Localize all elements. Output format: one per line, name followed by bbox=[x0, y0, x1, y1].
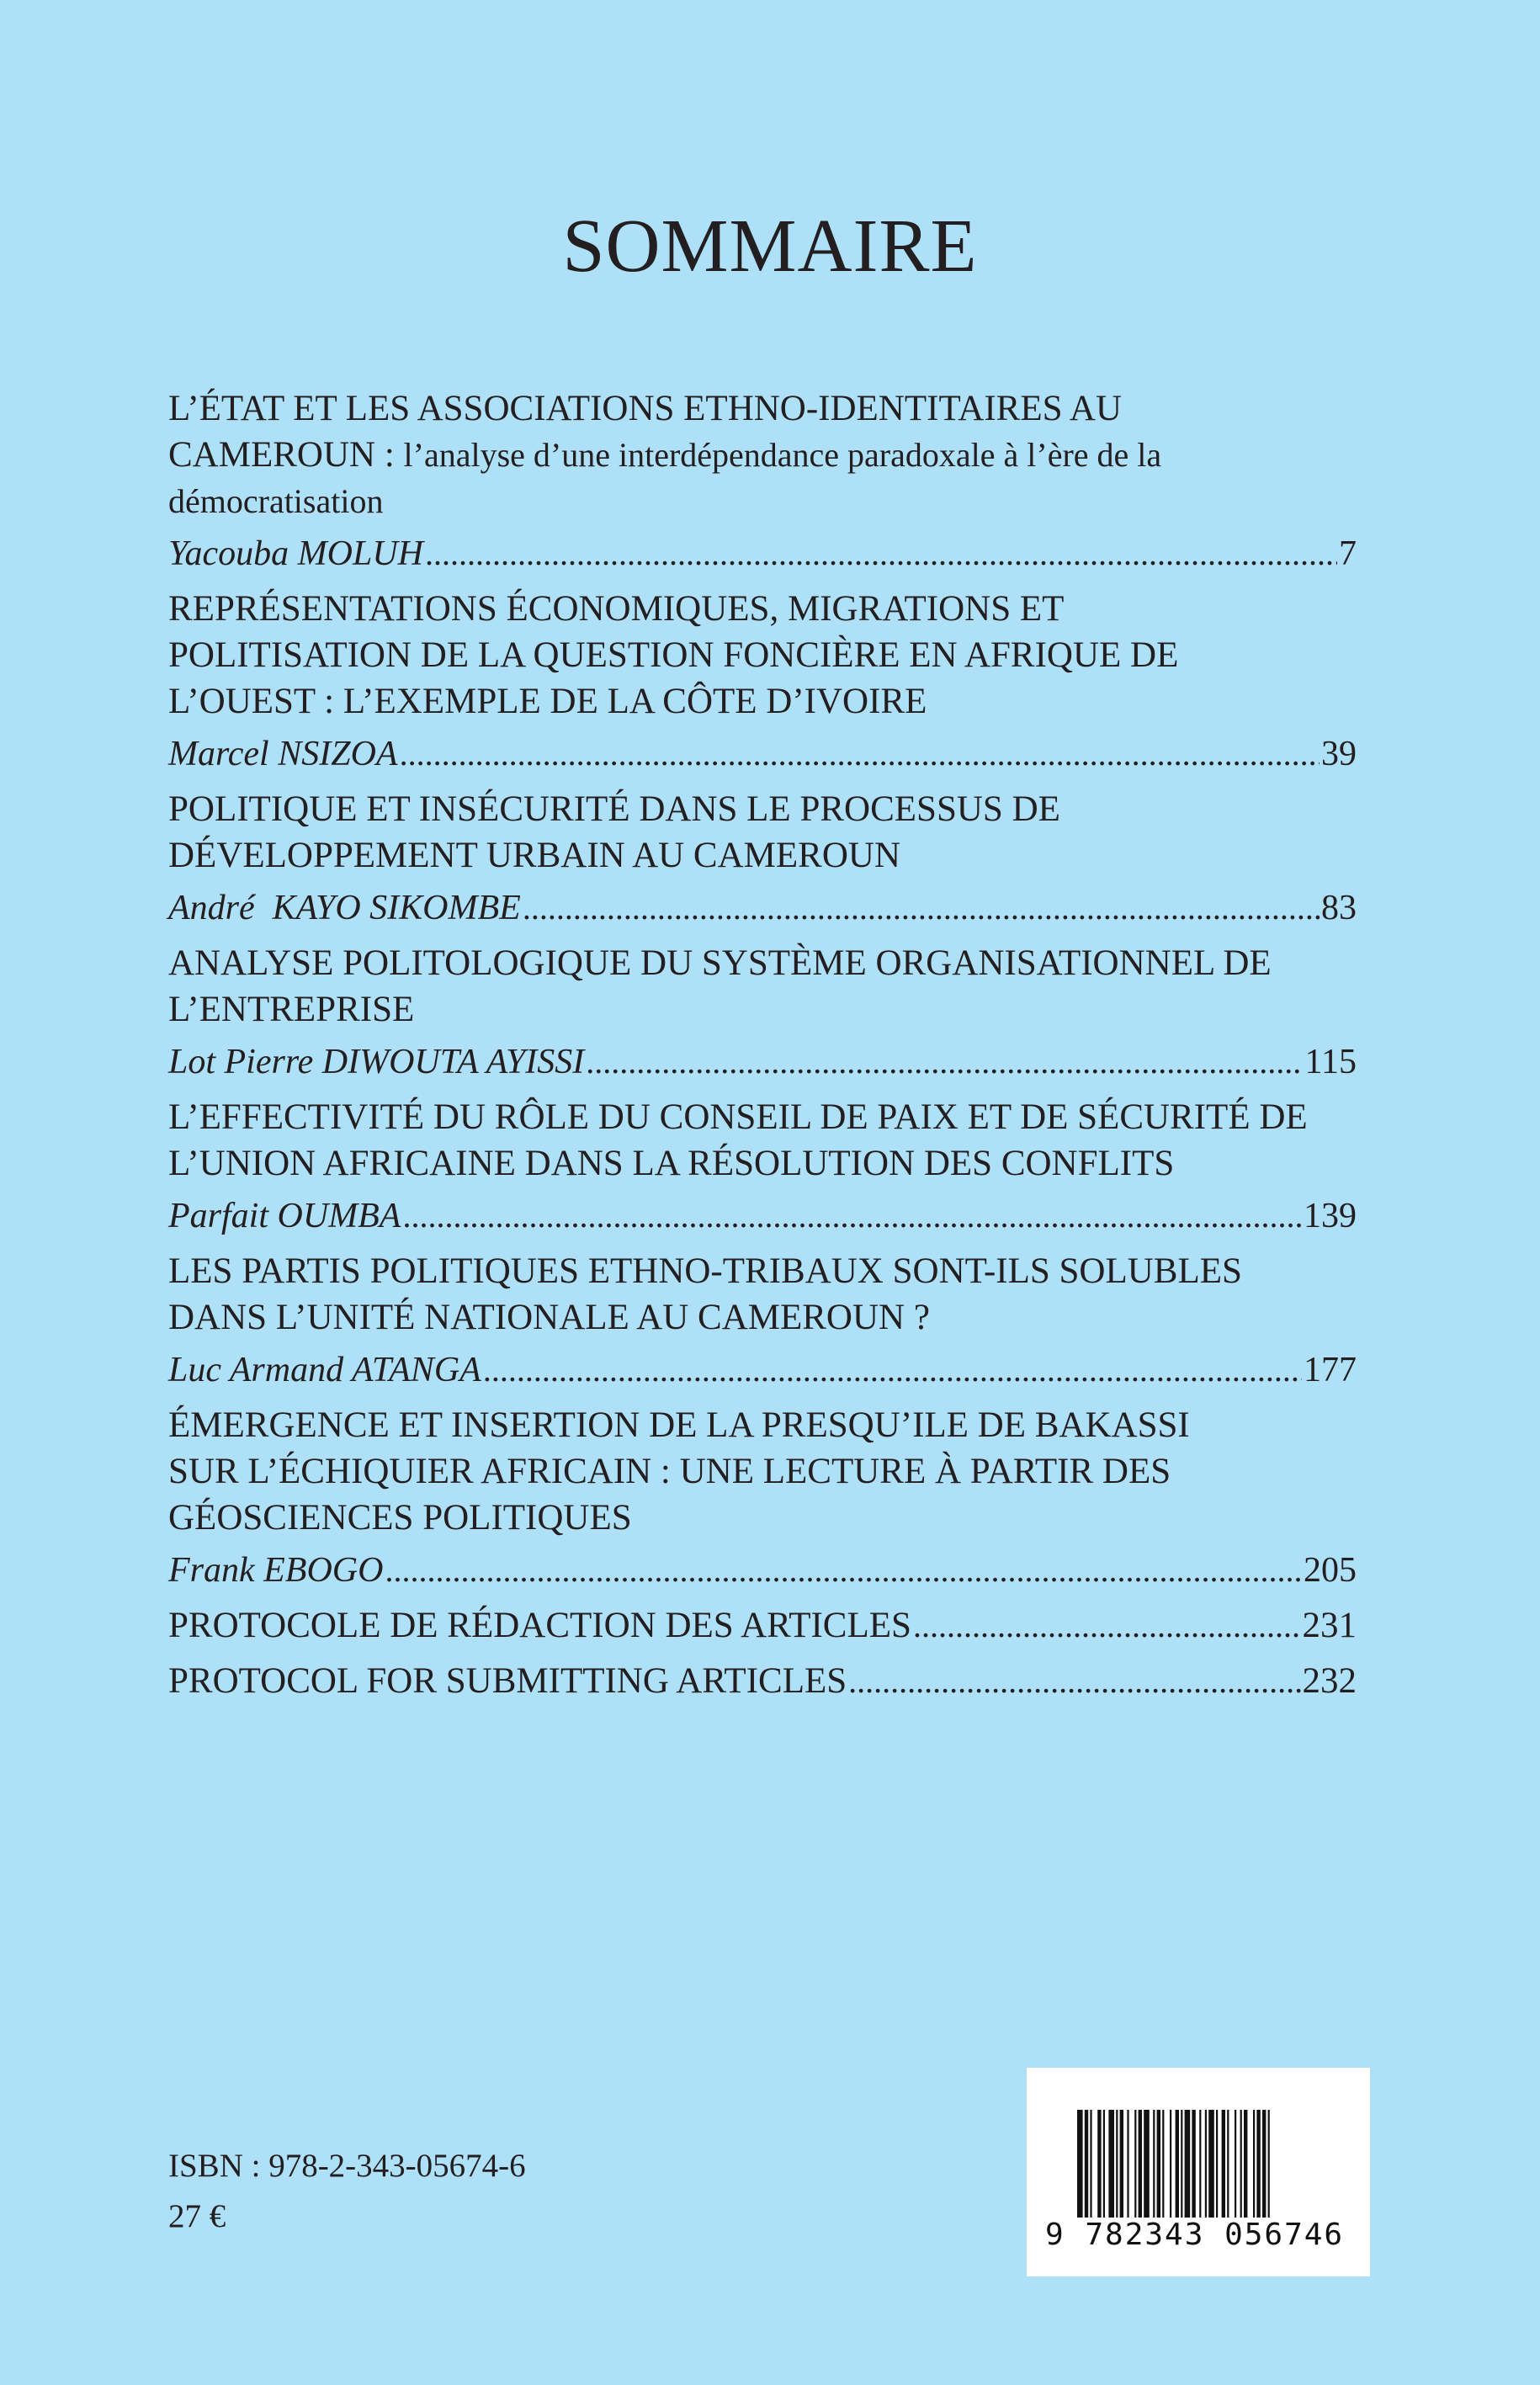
barcode-digits: 9 782343 056746 bbox=[1045, 2218, 1345, 2252]
toc-protocol-fr[interactable] bbox=[168, 1602, 1357, 1649]
toc-author: Parfait OUMBA bbox=[168, 1197, 401, 1235]
barcode-bar bbox=[1268, 2110, 1270, 2218]
barcode-bar bbox=[1077, 2110, 1083, 2218]
table-of-contents bbox=[168, 385, 1357, 1713]
barcode-bar bbox=[1144, 2110, 1150, 2218]
toc-author: Lot Pierre DIWOUTA AYISSI bbox=[168, 1043, 585, 1081]
toc-author: Luc Armand ATANGA bbox=[168, 1351, 481, 1389]
toc-author: Frank EBOGO bbox=[168, 1551, 384, 1590]
toc-author-line[interactable] bbox=[168, 1548, 1357, 1593]
dot-leader bbox=[425, 531, 1337, 576]
barcode-bar bbox=[1116, 2110, 1118, 2218]
dot-leader bbox=[913, 1602, 1301, 1649]
barcode-bar bbox=[1097, 2110, 1101, 2218]
toc-protocol-en[interactable] bbox=[168, 1658, 1357, 1704]
toc-entry-title: L’ÉTAT ET LES ASSOCIATIONS ETHNO-IDENTITAIRES AU CAMEROUN : l’analyse d’une interdépendance paradoxale à l’ère de la démocratisation bbox=[168, 389, 1162, 520]
toc-entry bbox=[168, 1402, 1357, 1593]
toc-protocol-label: PROTOCOL FOR SUBMITTING ARTICLES bbox=[168, 1661, 847, 1701]
toc-author: André KAYO SIKOMBE bbox=[168, 889, 521, 927]
toc-entry bbox=[168, 586, 1357, 777]
barcode-bar bbox=[1192, 2110, 1195, 2218]
barcode-bars bbox=[1077, 2110, 1321, 2218]
barcode-bar bbox=[1227, 2110, 1229, 2218]
dot-leader bbox=[402, 1193, 1302, 1239]
barcode-bar bbox=[1216, 2110, 1218, 2218]
barcode-bar bbox=[1208, 2110, 1214, 2218]
barcode-bar bbox=[1185, 2110, 1191, 2218]
toc-entry-title: LES PARTIS POLITIQUES ETHNO-TRIBAUX SONT-ILS SOLUBLES DANS L’UNITÉ NATIONALE AU CAMEROUN ? bbox=[168, 1251, 1242, 1337]
barcode-bar bbox=[1090, 2110, 1091, 2218]
barcode-bar bbox=[1134, 2110, 1136, 2218]
dot-leader bbox=[400, 731, 1320, 777]
toc-entry bbox=[168, 1094, 1357, 1239]
toc-entry bbox=[168, 1248, 1357, 1393]
toc-page-number: 39 bbox=[1321, 735, 1357, 773]
barcode-bar bbox=[1120, 2110, 1123, 2218]
barcode-bar bbox=[1108, 2110, 1114, 2218]
toc-entry-title: ANALYSE POLITOLOGIQUE DU SYSTÈME ORGANISATIONNEL DE L’ENTREPRISE bbox=[168, 943, 1272, 1029]
price-text: 27 € bbox=[168, 2198, 226, 2234]
toc-entry-title: POLITIQUE ET INSÉCURITÉ DANS LE PROCESSUS DE DÉVELOPPEMENT URBAIN AU CAMEROUN bbox=[168, 789, 1060, 875]
barcode-bar bbox=[1153, 2110, 1155, 2218]
toc-page-number: 205 bbox=[1304, 1551, 1357, 1590]
page-title: SOMMAIRE bbox=[562, 205, 978, 288]
barcode-bar bbox=[1176, 2110, 1179, 2218]
barcode-bar bbox=[1085, 2110, 1088, 2218]
barcode bbox=[1027, 2068, 1370, 2276]
dot-leader bbox=[586, 1039, 1303, 1085]
barcode-bar bbox=[1205, 2110, 1207, 2218]
barcode-bar bbox=[1244, 2110, 1247, 2218]
dot-leader bbox=[848, 1658, 1300, 1704]
toc-entry-title: REPRÉSENTATIONS ÉCONOMIQUES, MIGRATIONS ET POLITISATION DE LA QUESTION FONCIÈRE EN AFRIQUE DE L’OUEST : L’EXEMPLE DE LA CÔTE D’IVOIRE bbox=[168, 589, 1179, 721]
toc-author: Yacouba MOLUH bbox=[168, 534, 423, 573]
toc-page-number: 177 bbox=[1304, 1351, 1357, 1389]
toc-page-number: 83 bbox=[1321, 889, 1357, 927]
toc-page-number: 231 bbox=[1302, 1606, 1357, 1645]
barcode-bar bbox=[1222, 2110, 1225, 2218]
dot-leader bbox=[385, 1548, 1302, 1593]
toc-protocol-label: PROTOCOLE DE RÉDACTION DES ARTICLES bbox=[168, 1606, 911, 1645]
barcode-bar bbox=[1170, 2110, 1171, 2218]
barcode-bar bbox=[1157, 2110, 1160, 2218]
toc-page-number: 115 bbox=[1304, 1043, 1357, 1081]
dot-leader bbox=[483, 1347, 1302, 1393]
toc-author-line[interactable] bbox=[168, 1193, 1357, 1239]
barcode-bar bbox=[1262, 2110, 1266, 2218]
barcode-bar bbox=[1235, 2110, 1236, 2218]
barcode-bar bbox=[1240, 2110, 1242, 2218]
toc-author: Marcel NSIZOA bbox=[168, 735, 398, 773]
toc-author-line[interactable] bbox=[168, 885, 1357, 931]
barcode-bar bbox=[1103, 2110, 1105, 2218]
barcode-bar bbox=[1127, 2110, 1128, 2218]
toc-author-line[interactable] bbox=[168, 1039, 1357, 1085]
toc-page-number: 232 bbox=[1302, 1661, 1357, 1701]
isbn-text: ISBN : 978-2-343-05674-6 bbox=[168, 2148, 526, 2184]
toc-entry-title: L’EFFECTIVITÉ DU RÔLE DU CONSEIL DE PAIX ET DE SÉCURITÉ DE L’UNION AFRICAINE DANS LA RÉSOLUTION DES CONFLITS bbox=[168, 1097, 1308, 1183]
dot-leader bbox=[523, 885, 1320, 931]
toc-entry bbox=[168, 940, 1357, 1085]
toc-author-line[interactable] bbox=[168, 531, 1357, 576]
toc-entry bbox=[168, 385, 1357, 576]
toc-author-line[interactable] bbox=[168, 1347, 1357, 1393]
toc-page-number: 139 bbox=[1304, 1197, 1357, 1235]
barcode-bar bbox=[1139, 2110, 1142, 2218]
barcode-bar bbox=[1181, 2110, 1182, 2218]
barcode-bar bbox=[1256, 2110, 1260, 2218]
toc-entry bbox=[168, 786, 1357, 931]
barcode-bar bbox=[1199, 2110, 1201, 2218]
barcode-bar bbox=[1162, 2110, 1164, 2218]
toc-author-line[interactable] bbox=[168, 731, 1357, 777]
toc-entry-title: ÉMERGENCE ET INSERTION DE LA PRESQU’ILE DE BAKASSI SUR L’ÉCHIQUIER AFRICAIN : UNE LECTURE À PARTIR DES GÉOSCIENCES POLITIQUES bbox=[168, 1405, 1190, 1538]
barcode-bar bbox=[1253, 2110, 1255, 2218]
toc-page-number: 7 bbox=[1339, 534, 1357, 573]
